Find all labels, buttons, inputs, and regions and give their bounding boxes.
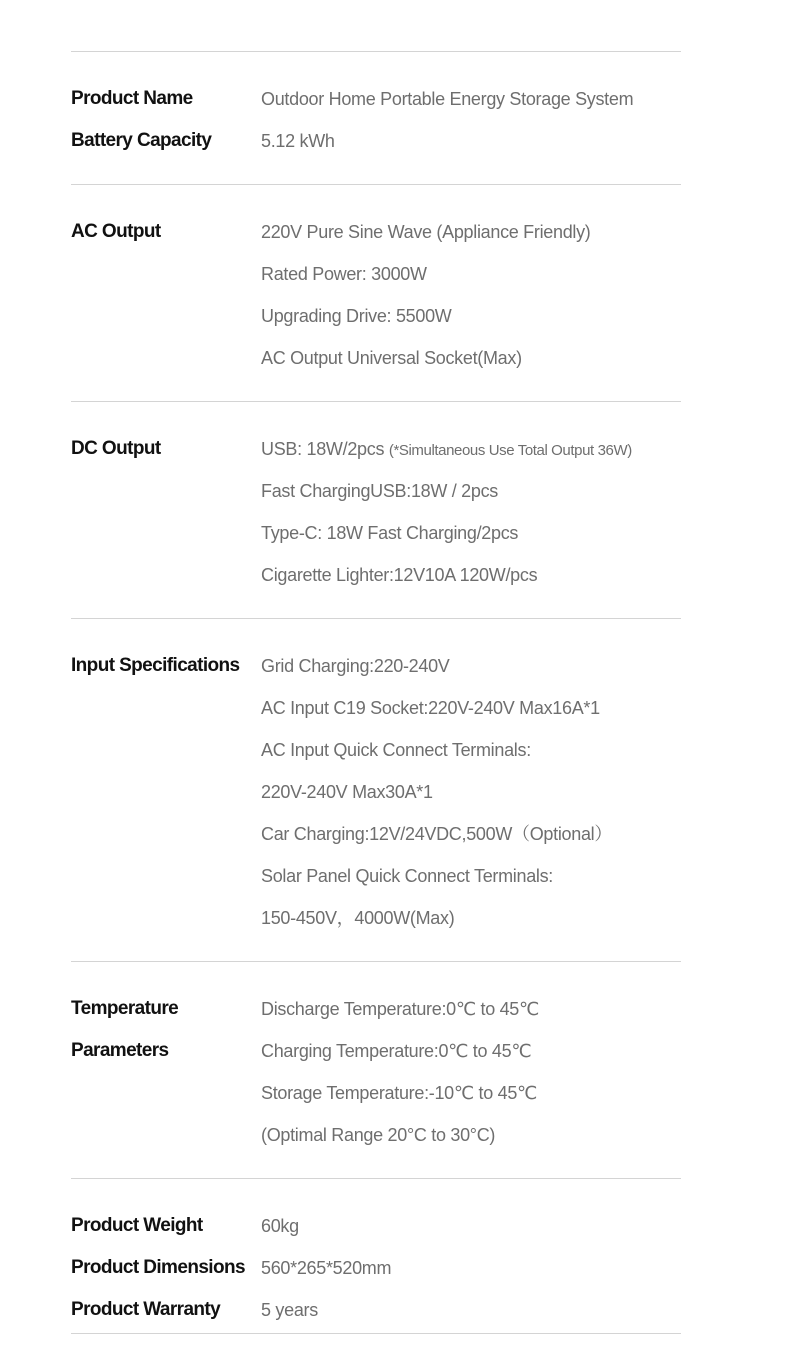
section-ac-output: [71, 185, 681, 401]
value-ac-quick-connect-rating: 220V-240V Max30A*1: [261, 782, 433, 802]
section-values: [261, 428, 681, 596]
section-product-info: [71, 52, 681, 184]
label-product-name: Product Name: [71, 88, 193, 109]
section-labels: [71, 78, 261, 162]
value-product-name: Outdoor Home Portable Energy Storage System: [261, 89, 634, 109]
section-dc-output: [71, 402, 681, 618]
value-ac-socket: AC Output Universal Socket(Max): [261, 348, 522, 368]
value-product-dimensions: 560*265*520mm: [261, 1258, 392, 1278]
value-ac-quick-connect: AC Input Quick Connect Terminals:: [261, 740, 531, 760]
spec-sheet: [71, 51, 681, 1334]
label-ac-output: AC Output: [71, 221, 161, 242]
label-parameters: Parameters: [71, 1040, 169, 1061]
section-values: [261, 988, 681, 1156]
label-battery-capacity: Battery Capacity: [71, 130, 212, 151]
value-optimal-range: (Optimal Range 20°C to 30°C): [261, 1125, 496, 1145]
value-storage-temperature: Storage Temperature:-10℃ to 45℃: [261, 1083, 537, 1103]
section-labels: [71, 1205, 261, 1331]
label-product-weight: Product Weight: [71, 1215, 203, 1236]
value-grid-charging: Grid Charging:220-240V: [261, 656, 450, 676]
section-values: [261, 1205, 681, 1331]
value-cigarette-lighter: Cigarette Lighter:12V10A 120W/pcs: [261, 565, 538, 585]
section-input-specifications: [71, 619, 681, 961]
label-input-specifications: Input Specifications: [71, 655, 240, 676]
value-usb: USB: 18W/2pcs: [261, 439, 385, 459]
section-values: [261, 645, 681, 939]
section-values: [261, 211, 681, 379]
label-dc-output: DC Output: [71, 438, 161, 459]
value-solar-quick-connect: Solar Panel Quick Connect Terminals:: [261, 866, 554, 886]
value-upgrading-drive: Upgrading Drive: 5500W: [261, 306, 452, 326]
value-battery-capacity: 5.12 kWh: [261, 131, 335, 151]
section-temperature-parameters: [71, 962, 681, 1178]
value-charging-temperature: Charging Temperature:0℃ to 45℃: [261, 1041, 532, 1061]
value-ac-input-c19: AC Input C19 Socket:220V-240V Max16A*1: [261, 698, 600, 718]
divider: [71, 1333, 681, 1334]
section-labels: [71, 645, 261, 939]
value-product-warranty: 5 years: [261, 1300, 318, 1320]
value-solar-rating: 150-450V，4000W(Max): [261, 908, 455, 928]
value-discharge-temperature: Discharge Temperature:0℃ to 45℃: [261, 999, 539, 1019]
section-labels: [71, 428, 261, 596]
value-ac-waveform: 220V Pure Sine Wave (Appliance Friendly): [261, 222, 591, 242]
value-usb-output: [261, 428, 681, 470]
section-labels: [71, 988, 261, 1156]
section-labels: [71, 211, 261, 379]
value-car-charging: Car Charging:12V/24VDC,500W（Optional）: [261, 824, 613, 844]
value-product-weight: 60kg: [261, 1216, 299, 1236]
usb-note: (*Simultaneous Use Total Output 36W): [388, 442, 632, 459]
label-temperature: Temperature: [71, 998, 179, 1019]
label-product-dimensions: Product Dimensions: [71, 1257, 245, 1278]
value-fast-charging-usb: Fast ChargingUSB:18W / 2pcs: [261, 481, 499, 501]
value-rated-power: Rated Power: 3000W: [261, 264, 427, 284]
value-type-c: Type-C: 18W Fast Charging/2pcs: [261, 523, 519, 543]
section-values: [261, 78, 681, 162]
section-product-physical: [71, 1179, 681, 1353]
label-product-warranty: Product Warranty: [71, 1299, 221, 1320]
